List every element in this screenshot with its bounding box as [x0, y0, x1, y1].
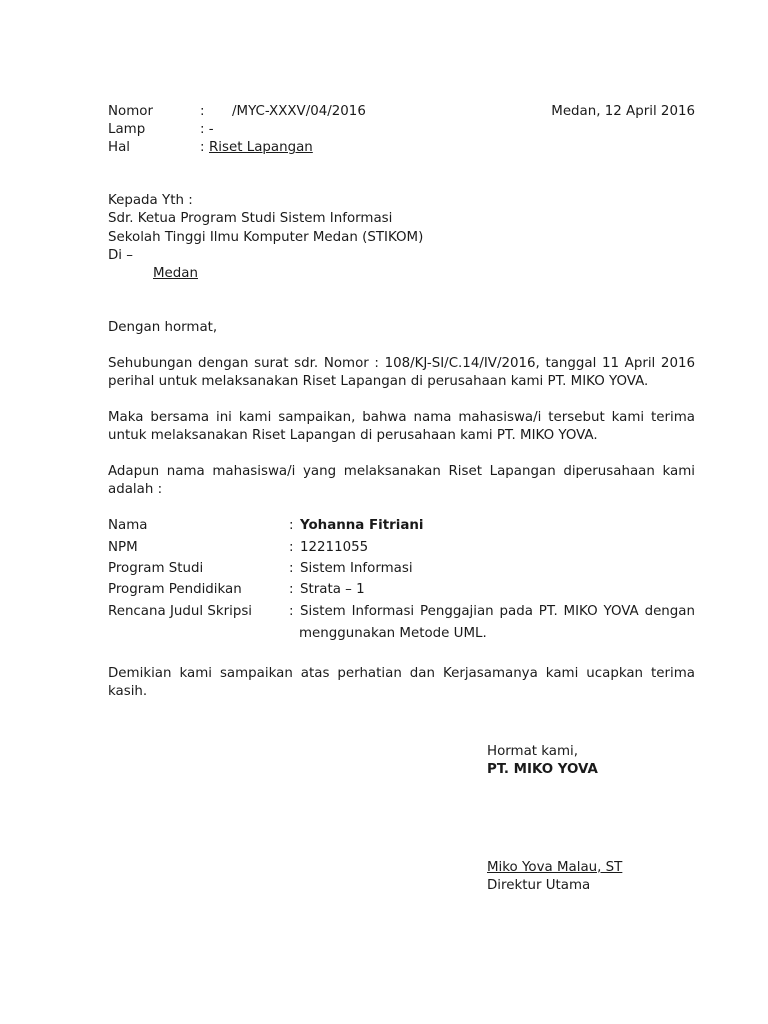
hal-label: Hal [108, 140, 130, 155]
student-npm-row [108, 539, 695, 559]
student-thesis-row [108, 603, 695, 623]
recipient-title: Sdr. Ketua Program Studi Sistem Informasi [108, 211, 393, 226]
student-thesis-colon: : [289, 604, 294, 619]
student-npm-label: NPM [108, 540, 138, 555]
paragraph-3-line-2: adalah : [108, 482, 163, 497]
lamp-label: Lamp [108, 122, 146, 137]
signature-regards: Hormat kami, [487, 744, 579, 759]
nomor-row [108, 103, 695, 121]
student-npm-colon: : [289, 540, 294, 555]
student-name-row [108, 517, 695, 537]
hal-row [108, 139, 408, 157]
student-program-label: Program Studi [108, 561, 204, 576]
student-program-row [108, 560, 695, 580]
lamp-row [108, 121, 408, 139]
student-name-colon: : [289, 518, 294, 533]
place-date: Medan, 12 April 2016 [551, 104, 695, 119]
recipient-institution: Sekolah Tinggi Ilmu Komputer Medan (STIKOM) [108, 230, 424, 245]
student-name-value: Yohanna Fitriani [300, 518, 424, 533]
student-education-row [108, 581, 695, 601]
paragraph-1-line-1: Sehubungan dengan surat sdr. Nomor : 108/KJ-SI/C.14/IV/2016, tanggal 11 April 2016 [108, 356, 695, 371]
student-npm-value: 12211055 [300, 540, 369, 555]
closing-line-1: Demikian kami sampaikan atas perhatian dan Kerjasamanya kami ucapkan terima [108, 666, 695, 681]
student-education-value: Strata – 1 [300, 582, 365, 597]
greeting: Dengan hormat, [108, 320, 218, 335]
student-thesis-value-cont: menggunakan Metode UML. [299, 626, 487, 641]
paragraph-1-line-2: perihal untuk melaksanakan Riset Lapangan di perusahaan kami PT. MIKO YOVA. [108, 374, 649, 389]
student-thesis-value: Sistem Informasi Penggajian pada PT. MIKO YOVA dengan [300, 604, 695, 619]
hal-colon: : [200, 140, 205, 155]
signature-name: Miko Yova Malau, ST [487, 860, 623, 875]
nomor-colon: : [200, 104, 205, 119]
student-education-label: Program Pendidikan [108, 582, 242, 597]
student-thesis-label: Rencana Judul Skripsi [108, 604, 253, 619]
hal-value: Riset Lapangan [209, 140, 313, 155]
nomor-value: /MYC-XXXV/04/2016 [232, 104, 366, 119]
recipient-di: Di – [108, 248, 133, 263]
recipient-salutation: Kepada Yth : [108, 193, 193, 208]
student-name-label: Nama [108, 518, 148, 533]
recipient-city: Medan [153, 266, 198, 281]
student-program-value: Sistem Informasi [300, 561, 413, 576]
closing-line-2: kasih. [108, 684, 148, 699]
paragraph-3-line-1: Adapun nama mahasiswa/i yang melaksanakan Riset Lapangan diperusahaan kami [108, 464, 695, 479]
lamp-value: : - [200, 122, 214, 137]
nomor-label: Nomor [108, 104, 153, 119]
paragraph-2-line-1: Maka bersama ini kami sampaikan, bahwa nama mahasiswa/i tersebut kami terima [108, 410, 695, 425]
student-education-colon: : [289, 582, 294, 597]
signature-company: PT. MIKO YOVA [487, 762, 598, 777]
signature-position: Direktur Utama [487, 878, 591, 893]
paragraph-2-line-2: untuk melaksanakan Riset Lapangan di perusahaan kami PT. MIKO YOVA. [108, 428, 598, 443]
student-program-colon: : [289, 561, 294, 576]
